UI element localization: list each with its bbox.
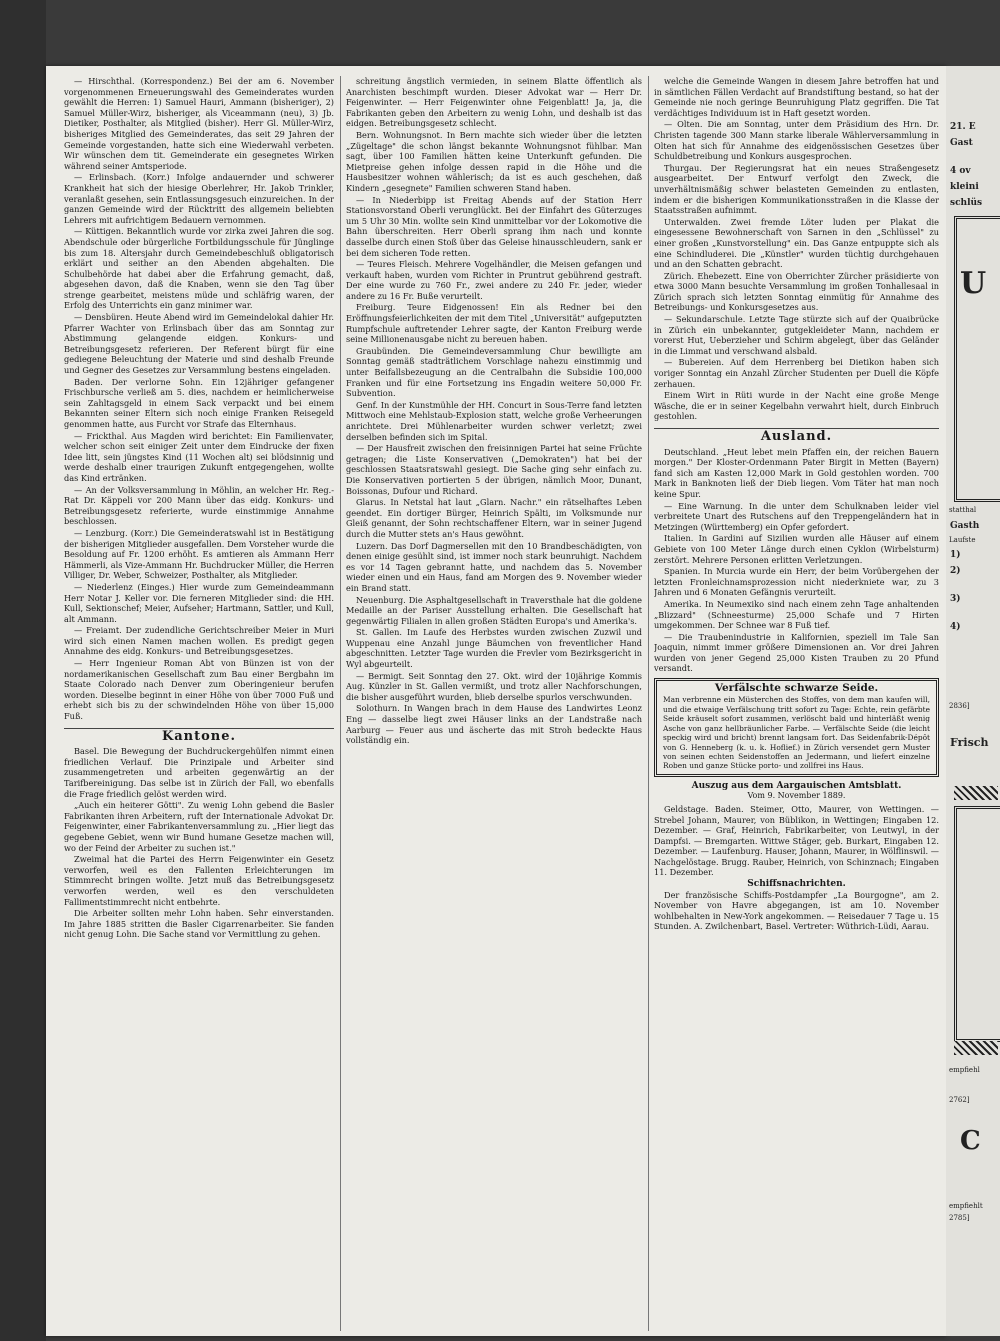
silk-advertisement: [654, 678, 939, 777]
strip-text: 4 ov: [950, 166, 971, 176]
ship-news-title: Schiffsnachrichten.: [747, 879, 846, 890]
strip-text: 4): [950, 622, 961, 632]
strip-text: 2762]: [949, 1096, 970, 1104]
strip-text: C: [960, 1126, 981, 1156]
section-heading-ausland: Ausland.: [654, 428, 939, 443]
article: Deutschland. „Heut lebet mein Pfaffen ein, der reichen Bauern morgen." Der Kloster-Ordenmann Pater Birgit in Metten (Bayern) fand sich am Kasten 12,000 Mark in Gold gestohlen worden. 700 Mark in Banknoten ließ der Dieb liegen. Vom Täter hat man noch keine Spur.: [654, 446, 939, 499]
article: — Bermigt. Seit Sonntag den 27. Okt. wird der 10jährige Kommis Aug. Künzler in St. Gallen vermißt, und trotz aller Nachforschungen, die bisher ausgeführt wurden, blieb derselbe spurlos verschwunden.: [346, 670, 642, 702]
article: Amerika. In Neumexiko sind nach einem zehn Tage anhaltenden „Blizzard" (Schneesturme) 25,000 Schafe und 7 Hirten umgekommen. Der Schnee war 8 Fuß tief.: [654, 598, 939, 631]
article: Graubünden. Die Gemeindeversammlung Chur bewilligte am Sonntag gemäß stadträtlichem Vorschlage nahezu einstimmig und unter Beifallsbezeugung an die Centralbahn die Subsidie 100,000 Franken und für eine Fortsetzung ins Engadin weitere 50,000 Fr. Subvention.: [346, 345, 642, 399]
article: Baden. Der verlorne Sohn. Ein 12jähriger gefangener Frischbursche verließ am 5. dies, nachdem er heimlicherweise sein Zahltagsgeld in einem Sack verpackt und bei einem Bekannten seiner Eltern sich noch einige Franken Reisegeld genommen hatte, aus Furcht vor Strafe das Elternhaus.: [64, 376, 334, 429]
strip-text: 2836]: [949, 702, 970, 710]
article: Italien. In Gardini auf Sizilien wurden alle Häuser auf einem Gebiete von 100 Meter Länge durch einen Cyklon (Wirbelsturm) zerstört. Mehrere Personen erlitten Verletzungen.: [654, 533, 939, 565]
article: Die Arbeiter sollten mehr Lohn haben. Sehr einverstanden. Im Jahre 1885 stritten die Basler Cigarrenarbeiter. Sie fanden nicht genug Lohn. Die Sache stand vor Vermittlung zu gehen.: [64, 908, 334, 940]
column-divider: [340, 76, 341, 1331]
article: — Olten. Die am Sonntag, unter dem Präsidium des Hrn. Dr. Christen tagende 300 Mann starke liberale Wählerversammlung in Olten hat sich für Annahme des eidgenössischen Gesetzes über Schuldbetreibung und Konkurs ausgesprochen.: [654, 119, 939, 162]
newspaper-page: [46, 66, 946, 1336]
strip-text: 2785]: [949, 1214, 970, 1222]
article: Solothurn. In Wangen brach in dem Hause des Landwirtes Leonz Eng — dasselbe liegt zwei Häuser links an der Landstraße nach Aarburg — Feuer aus und äscherte das mit Stroh bedeckte Haus vollständig ein.: [346, 703, 642, 746]
strip-text: Gasth: [950, 521, 980, 531]
ad-title: Verfälschte schwarze Seide.: [714, 682, 879, 695]
article: Basel. Die Bewegung der Buchdruckergehülfen nimmt einen friedlichen Verlauf. Die Prinzipale und Arbeiter sind zusammengetreten und arbeiten gegenwärtig an der Tarifbereinigung. Das selbe ist in Zürich der Fall, wo ebenfalls die Frage friedlich gelöst werden wird.: [64, 746, 334, 799]
article: — Die Traubenindustrie in Kalifornien, speziell im Tale San Joaquin, nimmt immer größere Dimensionen an. Vor drei Jahren wurden von jener Gegend 25,000 Kisten Trauben zu 20 Pfund versandt.: [654, 631, 939, 674]
article: Thurgau. Der Regierungsrat hat ein neues Straßengesetz ausgearbeitet. Der Entwurf verfolgt den Zweck, die unverhältnismäßig schwer belasteten Gemeinden zu entlasten, indem er die bisherigen Kommunikationsstraßen in die Klasse der Staatsstraßen aufnimmt.: [654, 162, 939, 216]
scan-border: [0, 0, 46, 1341]
article: Freiburg. Teure Eidgenossen! Ein als Redner bei den Eröffnungsfeierlichkeiten der mit dem Titel „Universität" aufgeputzten Rumpfschule auftretender Lehrer sagte, der Kanton Freiburg werde seine Millionenausgabe nicht zu bereuen haben.: [346, 302, 642, 345]
article: — Erlinsbach. (Korr.) Infolge andauernder und schwerer Krankheit hat sich der hiesige Oberlehrer, Hr. Jakob Trinkler, veranlaßt gesehen, sein Entlassungsgesuch einzureichen. In der ganzen Gemeinde wird der Rücktritt des allgemein beliebten Lehrers mit aufrichtigem Bedauern vernommen.: [64, 172, 334, 225]
article: — Niederlenz (Einges.) Hier wurde zum Gemeindeammann Herr Notar J. Keller vor. Die ferneren Mitglieder sind: die HH. Kull, Sektionschef; Meier, Aufseher; Hartmann, Sattler, und Kull, alt Ammann.: [64, 581, 334, 624]
article: — Eine Warnung. In die unter dem Schulknaben leider viel verbreitete Unart des Rutschens auf den Treppengeländern hat in Metzingen (Württemberg) ein Opfer gefordert.: [654, 500, 939, 532]
article: — In Niederbipp ist Freitag Abends auf der Station Herr Stationsvorstand Oberli verunglückt. Bei der Einfahrt des Güterzuges um 5 Uhr 30 Min. wollte sein Kind unmittelbar vor der Lokomotive die Bahn überschreiten. Herr Oberli sprang ihm nach und konnte dasselbe durch einen Stoß über das Geleise hinausschleudern, sank er bei dem sicheren Tode retten.: [346, 194, 642, 258]
article: — Sekundarschule. Letzte Tage stürzte sich auf der Quaibrücke in Zürich ein unbekannter, gutgekleideter Mann, nachdem er vorerst Hut, Ueberzieher und Schirm abgelegt, über das Geländer in die Limmat und verschwand alsbald.: [654, 314, 939, 356]
ad-body: Man verbrenne ein Müsterchen des Stoffes, von dem man kaufen will, und die etwaige Verfälschung tritt sofort zu Tage: Echte, rein gefärbte Seide kräuselt sofort zusammen, verlöscht bald und hinterläßt wenig Asche von ganz hellbräunlicher Farbe. — Verfälschte Seide (die leicht speckig wird und bricht) brennt langsam fort. Das Seidenfabrik-Dépôt von G. Henneberg (k. u. k. Hoflief.) in Zürich versendet gern Muster von seinen echten Seidenstoffen an Jedermann, und liefert einzelne Roben und ganze Stücke porto- und zollfrei ins Haus.: [663, 695, 930, 771]
article: Zürich. Ehebezett. Eine von Oberrichter Zürcher präsidierte von etwa 3000 Mann besuchte Versammlung im großen Tonhallesaal in Zürich sprach sich letzten Sonntag einmütig für Annahme des Betreibungs- und Konkursgesetzes aus.: [654, 270, 939, 313]
strip-text: empfiehlt: [949, 1202, 983, 1210]
ship-news-body: Der französische Schiffs-Postdampfer „La Bourgogne", am 2. November von Havre abgegangen, ist am 10. November wohlbehalten in New-York angekommen. — Reisedauer 7 Tage u. 15 Stunden. A. Zwilchenbart, Basel. Vertreter: Wüthrich-Lüdi, Aarau.: [654, 889, 939, 932]
article: Einem Wirt in Rüti wurde in der Nacht eine große Menge Wäsche, die er in seiner Kegelbahn verwahrt hielt, durch Einbruch gestohlen.: [654, 390, 939, 422]
article: — Hirschthal. (Korrespondenz.) Bei der am 6. November vorgenommenen Erneuerungswahl des Gemeinderates wurden gewählt die Herren: 1) Samuel Hauri, Ammann (bisheriger), 2) Samuel Müller-Wirz, bisheriger, als Viceammann (neu), 3) Jb. Dietiker, Posthalter, als Mitglied (bisher). Herr Gl. Müller-Wirz, bisheriges Mitglied des Gemeinderates, das seit 29 Jahren der Gemeinde vorgestanden, hatte sich eine Wiederwahl verbeten. Wir wünschen dem tit. Gemeinderate ein gesegnetes Wirken während seiner Amtsperiode.: [64, 76, 334, 171]
adjacent-page-edge: [946, 66, 1000, 1336]
column-3: [654, 76, 939, 1331]
article: Bern. Wohnungsnot. In Bern machte sich wieder über die letzten „Zügeltage" die schon längst bekannte Wohnungsnot fühlbar. Man sagt, über 100 Familien hätten keine Unterkunft gefunden. Die Mietpreise gehen infolge dessen rapid in die Höhe und die Hausbesitzer wohnen wählerisch; da ist es auch geschehen, daß Kindern „gesegnete" Familien schweren Stand haben.: [346, 129, 642, 193]
article: — Lenzburg. (Korr.) Die Gemeinderatswahl ist in Bestätigung der bisherigen Mitglieder ausgefallen. Dem Vorsteher wurde die Besoldung auf Fr. 1200 erhöht. Es amtieren als Ammann Herr Hämmerli, als Vize-Ammann Hr. Buchdrucker Müller, die Herren Villiger, Dr. Weber, Schweizer, Posthalter, als Mitglieder.: [64, 527, 334, 581]
column-divider: [648, 76, 649, 1331]
strip-text: 1): [950, 550, 961, 560]
ornament-border: [954, 1041, 998, 1055]
article: schreitung ängstlich vermieden, in seinem Blatte öffentlich als Anarchisten beschimpft wurden. Dieser Advokat war — Herr Dr. Feigenwinter. — Herr Feigenwinter ohne Feigenblatt! Ja, ja, die Fabrikanten geben den Arbeitern zu wenig Lohn, und deshalb ist das eidgen. Betreibungsgesetz schlecht.: [346, 76, 642, 129]
strip-text: 2): [950, 566, 961, 576]
article: Glarus. In Netstal hat laut „Glarn. Nachr." ein rätselhaftes Leben geendet. Ein dortiger Bürger, Heinrich Spälti, im Volksmunde nur Gleiß genannt, der Sohn rechtschaffener Eltern, war in seiner Jugend durch die Mutter stets an's Haus gewöhnt.: [346, 497, 642, 539]
article: „Auch ein heiterer Götti". Zu wenig Lohn gebend die Basler Fabrikanten ihren Arbeitern, ruft der Internationale Advokat Dr. Feigenwinter, einer Fabrikantenversammlung zu. „Hier liegt das gegebene Gebiet, wenn wir Bund humane Gesetze machen will, wo der Feind der Arbeiter zu suchen ist.": [64, 800, 334, 853]
strip-text: 3): [950, 594, 961, 604]
article: — Der Hausfreit zwischen den freisinnigen Partei hat seine Früchte getragen; die Liste Konservativen („Demokraten") hat bei der geschlossen Staatsratswahl gesiegt. Die Sache ging sehr einfach zu. Die Konservativen portierten 5 der übrigen, nämlich Moor, Dunant, Boissonas, Dufour und Richard.: [346, 443, 642, 496]
article: — An der Volksversammlung in Möhlin, an welcher Hr. Reg.-Rat Dr. Käppeli vor 200 Mann über das eidg. Konkurs- und Betreibungsgesetz referierte, wurde einstimmige Annahme beschlossen.: [64, 484, 334, 527]
amtsblatt-title: Auszug aus dem Aargauischen Amtsblatt.: [691, 780, 902, 791]
strip-text: empfiehl: [949, 1066, 980, 1074]
article: Unterwalden. Zwei fremde Löter luden per Plakat die eingesessene Bewohnerschaft von Sarnen in den „Schlüssel" zu einer großen „Kunstvorstellung" ein. Das Ganze entpuppte sich als eine Schindluderei. Die „Künstler" wurden tüchtig durchgehauen und an den Schatten gebracht.: [654, 216, 939, 270]
article: — Herr Ingenieur Roman Abt von Bünzen ist von der nordamerikanischen Gesellschaft zum Bau einer Bergbahn im Staate Colorado nach Denver zum Oberingenieur berufen worden. Dieselbe beginnt in einer Höhe von über 7000 Fuß und erhebt sich bis zu der schwindelnden Höhe von über 15,000 Fuß.: [64, 658, 334, 722]
ornament-border: [954, 786, 998, 800]
strip-text: statthal: [949, 506, 977, 514]
strip-text: Frisch: [950, 736, 989, 749]
strip-text: Gast: [950, 138, 973, 148]
strip-text: Laufste: [949, 536, 976, 544]
amtsblatt-date: Vom 9. November 1889.: [747, 791, 846, 801]
article: — Densbüren. Heute Abend wird im Gemeindelokal dahier Hr. Pfarrer Wachter von Erlinsbach über das am Sonntag zur Abstimmung gelangende eidgen. Konkurs- und Betreibungsgesetz referieren. Der Referent bürgt für eine gediegene Beleuchtung der Materie und sind deshalb Freunde und Gegner des Gesetzes zur Versammlung bestens eingeladen.: [64, 312, 334, 376]
ad-frame-ornament: [954, 806, 1000, 1042]
article: Spanien. In Murcia wurde ein Herr, der beim Vorübergehen der letzten Fronleichnamsprozession nicht niederkniete war, zu 3 Jahren und 6 Monaten Gefängnis verurteilt.: [654, 566, 939, 598]
strip-text: kleini: [950, 182, 979, 192]
article: — Frickthal. Aus Magden wird berichtet: Ein Familienvater, welcher schon seit einiger Zeit unter dem Eindrucke der fixen Idee litt, sein jüngstes Kind (11 Wochen alt) sei blödsinnig und werde deshalb einer traurigen Zukunft entgegengehen, wollte das Kind ertränken.: [64, 430, 334, 483]
article: — Bubereien. Auf dem Herrenberg bei Dietikon haben sich voriger Sonntag ein Anzahl Zürcher Studenten per Duell die Köpfe zerhauen.: [654, 357, 939, 389]
article: — Küttigen. Bekanntlich wurde vor zirka zwei Jahren die sog. Abendschule oder bürgerliche Fortbildungsschule für Jünglinge bis zum 18. Altersjahr durch Gemeindebeschluß obligatorisch erklärt und seither an den Abenden abgehalten. Die Schulbehörde hat dabei aber die Erfahrung gemacht, daß, abgesehen davon, daß die Knaben, wenn sie den Tag über strenge gearbeitet, meistens müde und schläfrig waren, der Erfolg des Unterrichts ein ganz minimer war.: [64, 226, 334, 311]
article: — Teures Fleisch. Mehrere Vogelhändler, die Meisen gefangen und verkauft haben, wurden vom Richter in Pruntrut gebührend gestraft. Der eine wurde zu 760 Fr., zwei andere zu 240 Fr. jeder, wieder andere zu 16 Fr. Buße verurteilt.: [346, 259, 642, 301]
article: Genf. In der Kunstmühle der HH. Concurt in Sous-Terre fand letzten Mittwoch eine Mehlstaub-Explosion statt, welche große Verheerungen anrichtete. Drei Mühlenarbeiter wurden schwer verletzt; zwei derselben befinden sich im Spital.: [346, 399, 642, 442]
article: Neuenburg. Die Asphaltgesellschaft in Traversthale hat die goldene Medaille an der Pariser Ausstellung erhalten. Die Gesellschaft hat gegenwärtig Filialen in allen großen Städten Europa's und Amerika's.: [346, 594, 642, 626]
article: welche die Gemeinde Wangen in diesem Jahre betroffen hat und in sämtlichen Fällen Verdacht auf Brandstiftung bestand, so hat der Gemeinde nie noch geringe Beunruhigung Platz gegriffen. Die Tat verdächtiges Individuum ist in Haft gesetzt worden.: [654, 76, 939, 118]
strip-text: 21. E: [950, 122, 976, 132]
amtsblatt-excerpt: [654, 781, 939, 878]
article: St. Gallen. Im Laufe des Herbstes wurden zwischen Zuzwil und Wuppenau eine Anzahl junge Bäumchen von freventlicher Hand abgeschnitten. Letzter Tage wurden die Frevler vom Bezirksgericht in Wyl abgeurteilt.: [346, 627, 642, 670]
amtsblatt-body: Geldstage. Baden. Steimer, Otto, Maurer, von Wettingen. — Strebel Johann, Maurer, von Büblikon, in Wettingen; Eingaben 12. Dezember. — Graf, Heinrich, Fabrikarbeiter, von Leutwyl, in der Dampfsi. — Bremgarten. Wittwe Stäger, geb. Burkart, Eingaben 12. Dezember. — Laufenburg. Hauser, Johann, Maurer, in Wölflinswil. — Nachgelöstage. Brugg. Rauber, Heinrich, von Schinznach; Eingaben 11. Dezember.: [654, 803, 939, 878]
section-heading-kantone: Kantone.: [64, 728, 334, 743]
article: Zweimal hat die Partei des Herrn Feigenwinter ein Gesetz verworfen, weil es den Fallenten Erleichterungen im Stimmrecht bringen wollte. Jetzt muß das Betreibungsgesetz verworfen werden, weil es den verschuldeten Fallimentstimmrecht nicht entbehrte.: [64, 854, 334, 907]
ship-news: [654, 879, 939, 932]
strip-text: schlüs: [950, 198, 983, 208]
article: Luzern. Das Dorf Dagmersellen mit den 10 Brandbeschädigten, von denen einige gesühlt sind, ist immer noch stark beunruhigt. Nachdem es vor 14 Tagen gebrannt hatte, und nachdem das 5. November wieder einen und ein Haus, fand am Morgen des 9. November wieder ein Brand statt.: [346, 540, 642, 593]
column-1: [64, 76, 334, 1331]
column-2: [346, 76, 642, 1331]
strip-text: U: [960, 266, 987, 301]
ad-frame-ornament: [954, 216, 1000, 502]
article: — Freiamt. Der zudendliche Gerichtschreiber Meier in Muri wird sich einen Namen machen wollen. Es predigt gegen Annahme des eidg. Konkurs- und Betreibungsgesetzes.: [64, 625, 334, 657]
